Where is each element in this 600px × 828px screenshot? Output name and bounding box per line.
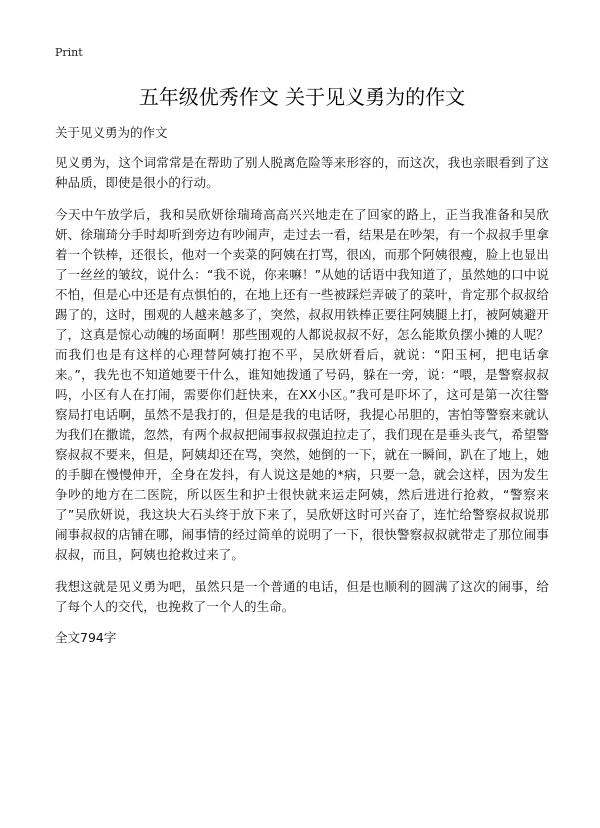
page-title: 五年级优秀作文 关于见义勇为的作文 [138, 85, 466, 109]
paragraph-intro: 见义勇为，这个词常常是在帮助了别人脱离危险等来形容的，而这次，我也亲眼看到了这种品质，即使是很小的行动。 [55, 155, 549, 190]
article-subtitle: 关于见义勇为的作文 [55, 125, 168, 140]
paragraph-conclusion: 我想这就是见义勇为吧，虽然只是一个普通的电话，但是也顺利的圆满了这次的闹事，给了每个人的交代，也挽救了一个人的生命。 [55, 579, 549, 614]
paragraph-story: 今天中午放学后，我和吴欣妍徐瑞琦高高兴兴地走在了回家的路上，正当我准备和吴欣妍、徐瑞琦分手时却听到旁边有吵闹声，走过去一看，结果是在吵架，有一个叔叔手里拿着一个铁棒，还很长，他对一个卖菜的阿姨在打骂，很凶，而那个阿姨很瘦，脸上也显出了一丝丝的皱纹，说什么：“我不说，你来嘛！”从她的话语中我知道了，虽然她的口中说不怕，但是心中还是有点惧怕的，在地上还有一些被踩烂弄破了的菜叶，肯定那个叔叔给踢了的，这时，围观的人越来越多了，突然，叔叔用铁棒正要往阿姨腿上打，被阿姨避开了，这真是惊心动魄的场面啊！那些围观的人都说叔叔不好，怎么能欺负摆小摊的人呢？而我们也是有这样的心理替阿姨打抱不平，吴欣妍看后，就说：“阳玉柯，把电话拿来。”，我先也不知道她要干什么，谁知她拨通了号码，躲在一旁，说：“喂，是警察叔叔吗，小区有人在打闹，需要你们赶快来，在XX小区。”我可是吓坏了，这可是第一次往警察局打电话啊，虽然不是我打的，但是是我的电话呀，我提心吊胆的，害怕等警察来就认为我们在撒谎，忽然，有两个叔叔把闹事叔叔强迫拉走了，我们现在是垂头丧气，希望警察叔叔不要来，但是，阿姨却还在骂，突然，她倒的一下，就在一瞬间，趴在了地上，她的手脚在慢慢伸开，全身在发抖，有人说这是她的*病，只要一急，就会这样，因为发生争吵的地方在二医院，所以医生和护士很快就来运走阿姨，然后进进行抢救，“警察来了”吴欣妍说，我这块大石头终于放下来了，吴欣妍这时可兴奋了，连忙给警察叔叔说那闹事叔叔的店铺在哪，闹事情的经过简单的说明了一下，很快警察叔叔就带走了那位闹事叔叔，而且，阿姨也抢救过来了。 [55, 207, 549, 562]
word-count: 全文794字 [55, 630, 117, 645]
print-link[interactable]: Print [55, 46, 83, 59]
